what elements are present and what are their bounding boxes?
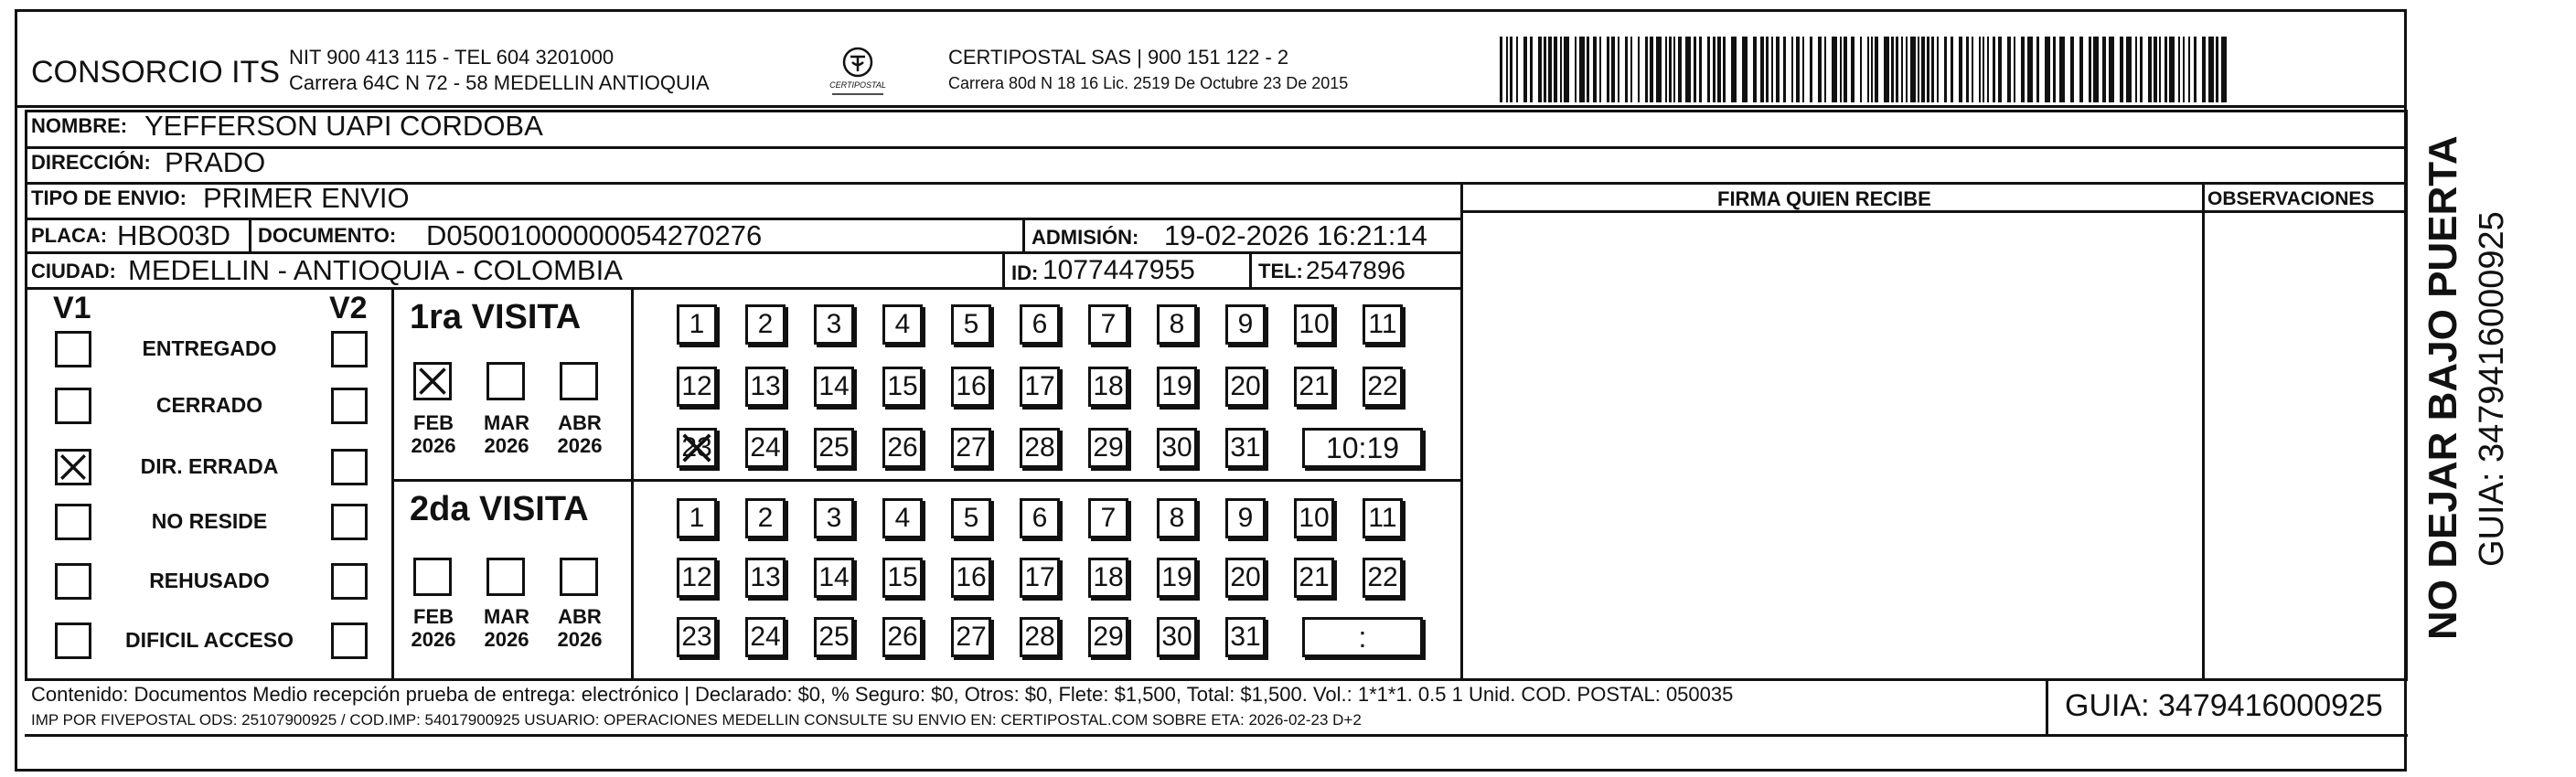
- admision-value: 19-02-2026 16:21:14: [1164, 219, 1427, 251]
- id-value: 1077447955: [1042, 255, 1195, 285]
- month-label: ABR 2026: [557, 411, 603, 458]
- second-day-box[interactable]: 18: [1088, 558, 1128, 598]
- first-day-box[interactable]: 6: [1020, 304, 1060, 345]
- v1-label: V1: [53, 291, 91, 325]
- first-day-box[interactable]: 3: [814, 304, 854, 345]
- first-day-box[interactable]: 10: [1294, 304, 1334, 345]
- second-day-box[interactable]: 11: [1363, 498, 1403, 538]
- first-day-box[interactable]: 17: [1020, 367, 1060, 407]
- v2-checkbox-3[interactable]: [331, 504, 368, 540]
- ciudad-label: CIUDAD:: [31, 260, 116, 282]
- second-day-box[interactable]: 22: [1363, 558, 1403, 598]
- second-day-box[interactable]: 15: [882, 558, 923, 598]
- month-label: FEB 2026: [411, 411, 456, 458]
- first-day-box[interactable]: 24: [745, 428, 786, 468]
- v1-checkbox-4[interactable]: [55, 563, 91, 600]
- v1-checkbox-5[interactable]: [55, 623, 91, 659]
- v1-checkbox-0[interactable]: [55, 331, 91, 367]
- first-day-box[interactable]: 8: [1157, 304, 1197, 345]
- v2-checkbox-4[interactable]: [331, 563, 368, 600]
- first-day-box[interactable]: 18: [1088, 367, 1128, 407]
- second-day-box[interactable]: 6: [1020, 498, 1060, 538]
- first-day-box[interactable]: 15: [882, 367, 923, 407]
- second-day-box[interactable]: 27: [951, 617, 991, 657]
- first-day-box[interactable]: 21: [1294, 367, 1334, 407]
- second-day-box[interactable]: 3: [814, 498, 854, 538]
- documento-label: DOCUMENTO:: [258, 224, 397, 247]
- v1-checkbox-2[interactable]: [55, 449, 91, 485]
- reason-label: DIFICIL ACCESO: [124, 628, 294, 652]
- second-day-box[interactable]: 23: [677, 617, 717, 657]
- first-day-box[interactable]: 2: [745, 304, 786, 345]
- direccion-label: DIRECCIÓN:: [31, 151, 151, 174]
- reason-label: CERRADO: [155, 393, 263, 417]
- observaciones-area[interactable]: [2205, 213, 2404, 679]
- first-day-box[interactable]: 13: [745, 367, 786, 407]
- footer-guia: GUIA: 3479416000925: [2065, 688, 2383, 723]
- placa-label: PLACA:: [31, 224, 108, 247]
- reason-label: DIR. ERRADA: [140, 454, 279, 478]
- first-day-box[interactable]: 11: [1363, 304, 1403, 345]
- no-dejar-bajo-puerta: NO DEJAR BAJO PUERTA: [2421, 135, 2465, 640]
- first-day-box[interactable]: 22: [1363, 367, 1403, 407]
- reason-label: ENTREGADO: [142, 336, 277, 360]
- tel-value: 2547896: [1306, 256, 1406, 284]
- second-month-checkbox-0[interactable]: [413, 558, 452, 596]
- barcode: [1500, 37, 2227, 102]
- second-day-box[interactable]: 8: [1157, 498, 1197, 538]
- header-separator: [15, 105, 2407, 108]
- second-day-box[interactable]: 28: [1020, 617, 1060, 657]
- company-name: CONSORCIO ITS: [31, 55, 281, 90]
- first-day-box[interactable]: 14: [814, 367, 854, 407]
- second-day-box[interactable]: 21: [1294, 558, 1334, 598]
- documento-value: D05001000000054270276: [426, 219, 763, 251]
- second-day-box[interactable]: 10: [1294, 498, 1334, 538]
- reason-label: NO RESIDE: [151, 509, 268, 533]
- footer-print-line: IMP POR FIVEPOSTAL ODS: 25107900925 / COD.IMP: 54017900925 USUARIO: OPERACIONES MEDELLIN CONSULTE SU ENVIO EN: CERTIPOSTAL.COM SOBRE ETA: 2026-02-23 D+2: [31, 711, 1362, 729]
- first-time-box[interactable]: 10:19: [1302, 428, 1423, 468]
- second-day-box[interactable]: 2: [745, 498, 786, 538]
- observaciones-label: OBSERVACIONES: [2207, 188, 2375, 209]
- firma-label: FIRMA QUIEN RECIBE: [1717, 187, 1931, 210]
- ciudad-value: MEDELLIN - ANTIOQUIA - COLOMBIA: [128, 254, 623, 286]
- first-day-box[interactable]: 30: [1157, 428, 1197, 468]
- nombre-label: NOMBRE:: [31, 114, 128, 137]
- v2-checkbox-0[interactable]: [331, 331, 368, 367]
- first-day-box[interactable]: 7: [1088, 304, 1128, 345]
- second-month-checkbox-2[interactable]: [560, 558, 598, 596]
- first-month-checkbox-1[interactable]: [486, 362, 525, 400]
- second-day-box[interactable]: 19: [1157, 558, 1197, 598]
- tipo-envio-label: TIPO DE ENVIO:: [31, 186, 187, 209]
- second-day-box[interactable]: 26: [882, 617, 923, 657]
- placa-value: HBO03D: [117, 219, 231, 251]
- first-day-box[interactable]: 4: [882, 304, 923, 345]
- first-day-box[interactable]: 29: [1088, 428, 1128, 468]
- second-day-box[interactable]: 9: [1225, 498, 1266, 538]
- carrier-address-line: Carrera 80d N 18 16 Lic. 2519 De Octubre 23 De 2015: [948, 74, 1349, 92]
- id-label: ID:: [1011, 261, 1039, 284]
- second-day-box[interactable]: 13: [745, 558, 786, 598]
- second-day-box[interactable]: 31: [1225, 617, 1266, 657]
- admision-label: ADMISIÓN:: [1031, 226, 1139, 249]
- month-label: ABR 2026: [557, 605, 603, 652]
- signature-area[interactable]: [1463, 213, 2200, 679]
- tel-label: TEL:: [1258, 260, 1303, 282]
- first-day-box[interactable]: 12: [677, 367, 717, 407]
- company-nit-line: NIT 900 413 115 - TEL 604 3201000: [289, 46, 615, 69]
- first-month-checkbox-0[interactable]: [413, 362, 452, 400]
- second-day-box[interactable]: 29: [1088, 617, 1128, 657]
- v2-checkbox-2[interactable]: [331, 449, 368, 485]
- second-day-box[interactable]: 5: [951, 498, 991, 538]
- month-label: MAR 2026: [483, 411, 530, 458]
- v1-checkbox-1[interactable]: [55, 388, 91, 424]
- month-label: MAR 2026: [483, 605, 530, 652]
- first-day-box[interactable]: 26: [882, 428, 923, 468]
- nombre-value: YEFFERSON UAPI CORDOBA: [144, 110, 543, 142]
- first-visit-title: 1ra VISITA: [410, 298, 582, 336]
- second-day-box[interactable]: 25: [814, 617, 854, 657]
- reason-label: REHUSADO: [149, 569, 270, 592]
- v2-label: V2: [329, 291, 368, 325]
- company-address-line: Carrera 64C N 72 - 58 MEDELLIN ANTIOQUIA: [289, 71, 710, 94]
- first-day-box[interactable]: 27: [951, 428, 991, 468]
- month-label: FEB 2026: [411, 605, 456, 652]
- logo-text: CERTIPOSTAL: [829, 80, 886, 90]
- second-day-box[interactable]: 12: [677, 558, 717, 598]
- v1-checkbox-3[interactable]: [55, 504, 91, 540]
- tipo-envio-value: PRIMER ENVIO: [203, 182, 410, 214]
- first-day-box[interactable]: 28: [1020, 428, 1060, 468]
- first-day-box[interactable]: 5: [951, 304, 991, 345]
- footer-content-line: Contenido: Documentos Medio recepción prueba de entrega: electrónico | Declarado: $0, % Seguro: $0, Otros: $0, Flete: $1,500, Total: $1,500. Vol.: 1*1*1. 0.5 1 Unid. COD. POSTAL: 050035: [31, 683, 1734, 706]
- second-day-box[interactable]: 7: [1088, 498, 1128, 538]
- first-day-box[interactable]: 23: [677, 428, 717, 468]
- first-day-box[interactable]: 31: [1225, 428, 1266, 468]
- v2-checkbox-5[interactable]: [331, 623, 368, 659]
- side-guia: GUIA: 3479416000925: [2473, 211, 2511, 567]
- second-day-box[interactable]: 30: [1157, 617, 1197, 657]
- first-day-box[interactable]: 20: [1225, 367, 1266, 407]
- second-day-box[interactable]: 17: [1020, 558, 1060, 598]
- second-day-box[interactable]: 16: [951, 558, 991, 598]
- second-time-box[interactable]: :: [1302, 617, 1423, 657]
- carrier-name-line: CERTIPOSTAL SAS | 900 151 122 - 2: [948, 46, 1289, 69]
- certipostal-logo-icon: [825, 44, 891, 99]
- v2-checkbox-1[interactable]: [331, 388, 368, 424]
- direccion-value: PRADO: [165, 146, 266, 178]
- second-visit-title: 2da VISITA: [410, 490, 589, 528]
- first-day-box[interactable]: 19: [1157, 367, 1197, 407]
- second-day-box[interactable]: 24: [745, 617, 786, 657]
- second-day-box[interactable]: 4: [882, 498, 923, 538]
- second-day-box[interactable]: 1: [677, 498, 717, 538]
- first-month-checkbox-2[interactable]: [560, 362, 598, 400]
- first-day-box[interactable]: 1: [677, 304, 717, 345]
- second-day-box[interactable]: 14: [814, 558, 854, 598]
- first-day-box[interactable]: 16: [951, 367, 991, 407]
- first-day-box[interactable]: 25: [814, 428, 854, 468]
- second-month-checkbox-1[interactable]: [486, 558, 525, 596]
- second-day-box[interactable]: 20: [1225, 558, 1266, 598]
- first-day-box[interactable]: 9: [1225, 304, 1266, 345]
